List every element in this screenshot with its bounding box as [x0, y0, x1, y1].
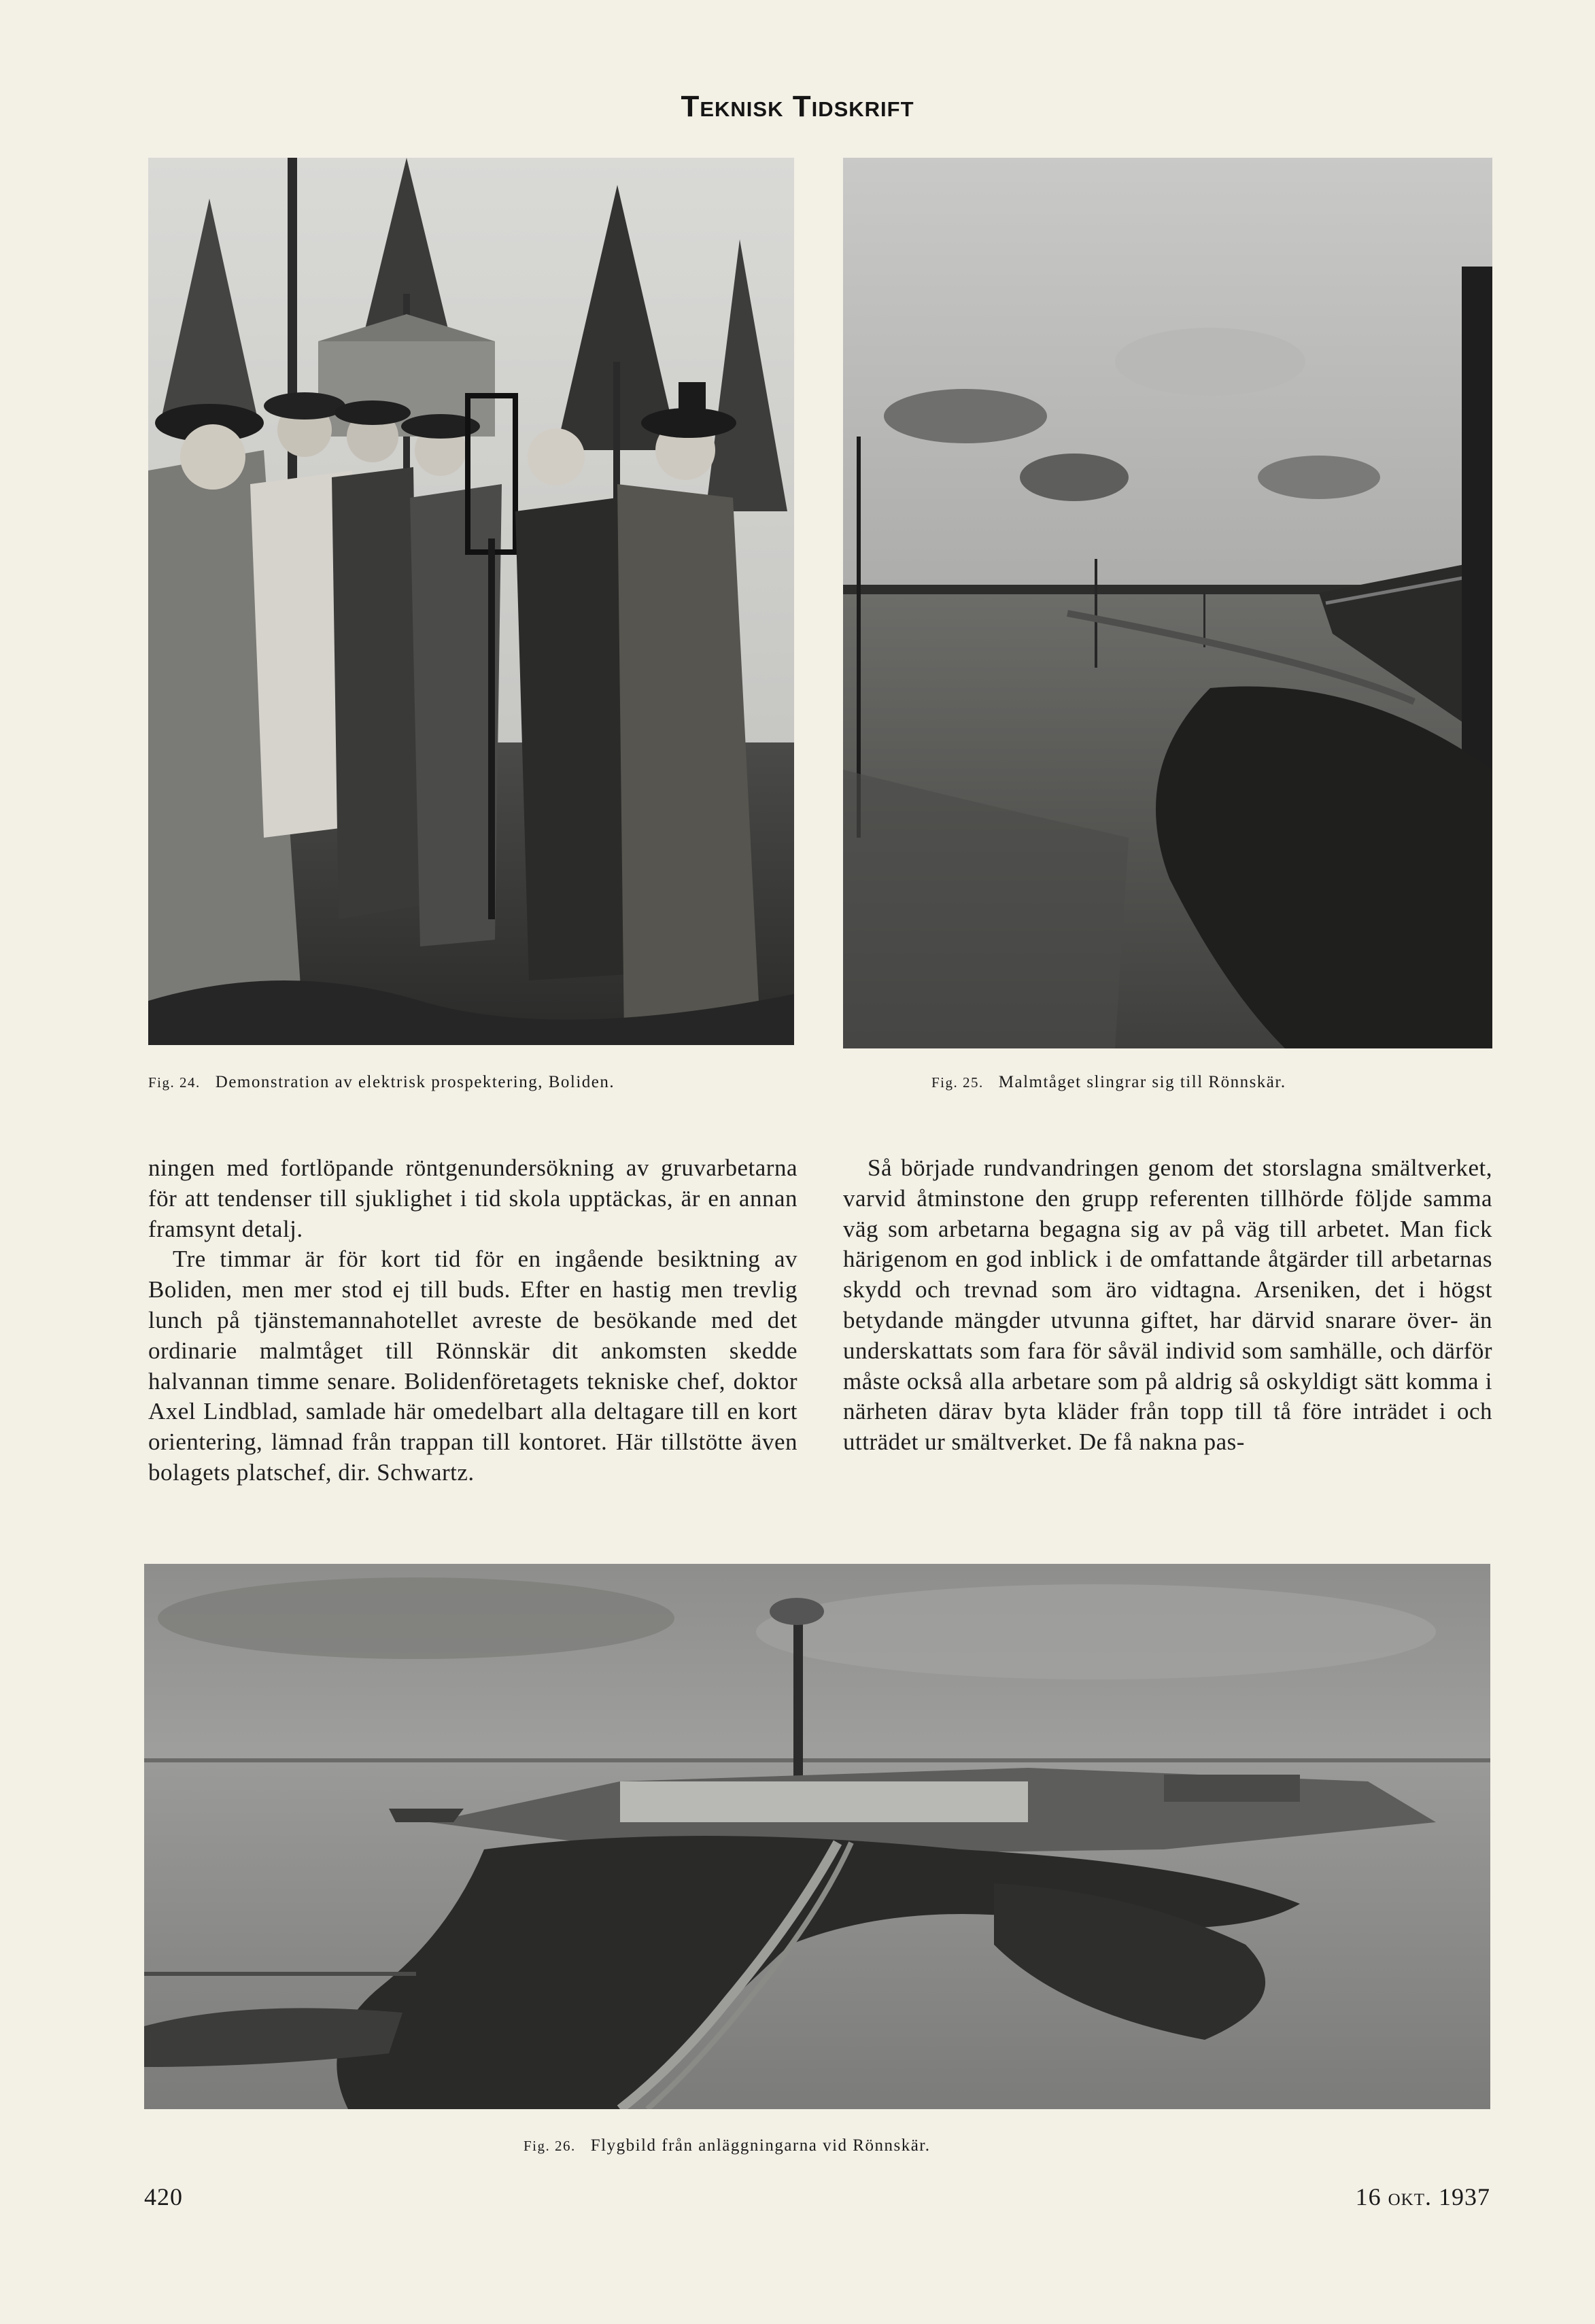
figure-24-caption	[148, 1073, 615, 1092]
paragraph-left-1: ningen med fortlöpande röntgenundersökning av gruvarbetarna för att tendenser till sjuklighet i tid skola upptäckas, är en annan framsynt detalj.	[148, 1155, 797, 1242]
figure-26-photo	[144, 1564, 1490, 2109]
body-column-right	[843, 1153, 1492, 1458]
figure-26-number: Fig. 26.	[524, 2138, 576, 2154]
figure-24-caption-text: Demonstration av elektrisk prospektering, Boliden.	[215, 1073, 615, 1091]
paragraph-right-1: Så började rundvandringen genom det storslagna smältverket, varvid åtminstone den grupp referenten tillhörde följde samma väg som arbetarna begagna sig av på väg till arbetet. Man fick härigenom en god inblick i de omfattande åtgärder till arbetarnas skydd och trevnad som äro vidtagna. Arseniken, det i högst betydande mängder utvunna giftet, har därvid snarare över- än underskattats som fara för såväl individ som samhälle, och därför måste också alla arbetare som på aldrig så oskyldigt sätt komma i närheten därav byta kläder från topp till tå före inträdet i och utträdet ur smältverket. De få nakna pas-	[843, 1155, 1492, 1456]
issue-date: 16 okt. 1937	[1355, 2183, 1490, 2210]
journal-title: Teknisk Tidskrift	[681, 90, 914, 123]
body-column-left	[148, 1153, 797, 1488]
figure-25-caption	[931, 1073, 1286, 1092]
figure-24-photo	[148, 158, 794, 1045]
paragraph-left-2: Tre timmar är för kort tid för en ingående besiktning av Boliden, men mer stod ej till buds. Efter en hastig men trevlig lunch på tjänstemannahotellet avreste de besökande med det ordinarie malmtåget till Rönnskär dit ankomsten skedde halvannan timme senare. Bolidenföretagets tekniske chef, doktor Axel Lindblad, samlade här omedelbart alla deltagare till en kort orientering, lämnad från trappan till kontoret. Här tillstötte även bolagets platschef, dir. Schwartz.	[148, 1246, 797, 1486]
figure-24-number: Fig. 24.	[148, 1074, 201, 1091]
figure-25-caption-text: Malmtåget slingrar sig till Rönnskär.	[998, 1073, 1286, 1091]
figure-26-caption	[524, 2136, 931, 2155]
page-number: 420	[144, 2183, 183, 2210]
figure-25-photo	[843, 158, 1492, 1048]
figure-25-number: Fig. 25.	[931, 1074, 984, 1091]
figure-26-caption-text: Flygbild från anläggningarna vid Rönnskär.	[590, 2136, 931, 2155]
